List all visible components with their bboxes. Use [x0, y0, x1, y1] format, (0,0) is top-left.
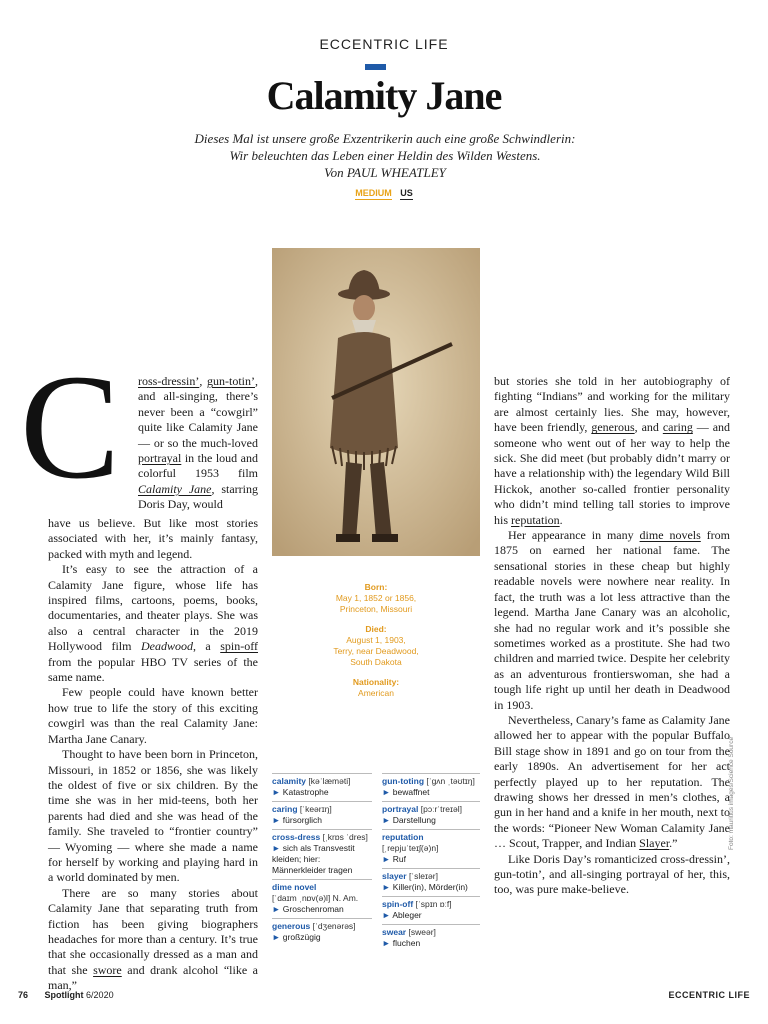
article-dek [140, 130, 630, 181]
photo-credit: Foto: mauritius images/Science Source [728, 736, 735, 850]
glossary-entry [382, 924, 480, 952]
arrow-icon: ► [382, 882, 391, 892]
died-block [318, 624, 434, 668]
level-us-badge: US [400, 188, 413, 198]
portrait-illustration [272, 248, 480, 556]
magazine-name: Spotlight [44, 990, 84, 1000]
glossary-def: Groschenroman [282, 904, 344, 914]
glossary-def: Killer(in), Mörder(in) [392, 882, 468, 892]
glossary-def: Darstellung [392, 815, 436, 825]
glossary-entry [382, 829, 480, 868]
page-number: 76 [18, 990, 29, 1000]
glossary-pron: [ˈdaɪm ˌnɒv(ə)l] N. Am. [272, 893, 359, 903]
glossary-pron: [ˈkeərɪŋ] [299, 804, 332, 814]
glossary-def: Ruf [392, 854, 407, 864]
byline: Von PAUL WHEATLEY [324, 165, 446, 180]
glossary-entry [382, 801, 480, 829]
dek-line-2: Wir beleuchten das Leben einer Heldin des Wilden Westens. [229, 148, 541, 163]
glossary-pron: [ˈspɪn ɒːf] [415, 899, 452, 909]
glossary-def: sich als Transvestit kleiden; hier: Männerkleider tragen [272, 843, 355, 875]
paragraph-6: but stories she told in her autobiography of fighting “Indians” and working for the military are almost certainly lies. She may, however, have been friendly, generous, and caring — and someone who went out of her way to help the sick. She did meet (but probably didn’t marry or have a relationship with) the legendary Wild Bill Hickok, another so-called frontier personality who didn’t mind telling tall stories to improve his reputation. [494, 374, 731, 527]
arrow-icon: ► [272, 904, 281, 914]
column-3-body [494, 374, 730, 898]
paragraph-4: Thought to have been born in Princeton, Missouri, in 1852 or 1856, she was likely the oldest of five or six children. By the time she was in her mid-teens, both her parents had died and she was head of the family. She traveled to “frontier country” — Wyoming — where she made a name for herself by working and playing hard in a world dominated by men. [48, 747, 258, 885]
arrow-icon: ► [382, 787, 391, 797]
intro-lines: ross-dressin’, gun-totin’, and all-singing, there’s never been a “cowgirl” quite like Calamity Jane — or so the much-loved portrayal in the loud and colorful 1953 film Calamity Jane, starring Doris Day, would [138, 374, 258, 512]
article-title: Calamity Jane [266, 73, 502, 118]
died-place: Terry, near Deadwood, [333, 646, 419, 656]
glossary-pron: [ˈsleɪər] [408, 871, 438, 881]
born-block [318, 582, 434, 615]
glossary-pron: [ˌkrɒs ˈdres] [322, 832, 368, 842]
level-medium-badge: MEDIUM [355, 188, 392, 198]
calamity-jane-photo [272, 248, 480, 556]
glossary-term: caring [272, 804, 298, 814]
glossary-def: fürsorglich [282, 815, 323, 825]
glossary-entry [272, 773, 372, 801]
paragraph-8: Nevertheless, Canary’s fame as Calamity Jane allowed her to appear with the popular Buffalo Bill stage show in 1891 and go on tour from the early 1890s. An advertisement for her act perfectly played up to her reputation. The drawing shows her dressed in men’s clothes, a gun in her hand and a knife in her mouth, next to the words: “Pioneer New Woman Calamity Jane … Scout, Trapper, and Indian Slayer.” [494, 712, 730, 851]
section-kicker: ECCENTRIC LIFE [319, 36, 449, 52]
nationality-block [318, 677, 434, 699]
glossary-pron: [kəˈlæməti] [308, 776, 351, 786]
nationality-value: American [358, 688, 394, 698]
column-1-body [48, 516, 258, 994]
arrow-icon: ► [272, 843, 281, 853]
glossary-pron: [ˈdʒenərəs] [312, 921, 356, 931]
glossary-entry [382, 896, 480, 924]
glossary-term: generous [272, 921, 311, 931]
drop-cap: C [20, 344, 121, 510]
arrow-icon: ► [382, 854, 391, 864]
glossary-term: gun-toting [382, 776, 425, 786]
difficulty-level [0, 188, 768, 200]
paragraph-1-cont: have us believe. But like most stories associated with her, it’s mainly fantasy, packed with myth and legend. [48, 516, 258, 561]
glossary-entry [272, 801, 372, 829]
glossary-def: großzügig [282, 932, 321, 942]
glossary-term: swear [382, 927, 407, 937]
glossary-left [272, 773, 372, 946]
paragraph-7: Her appearance in many dime novels from 1875 on earned her national fame. The sensational stories in these cheap but highly readable novels were nowhere near reality. In fact, the truth was a lot less attractive than the legend. Martha Jane Canary was an alcoholic, she had no regular work and it’s possible she sometimes worked as a prostitute. She had two children and married twice. Despite her celebrity as an adventurous frontierswoman, she had a tough life right up until her death in Deadwood in 1903. [494, 528, 731, 712]
arrow-icon: ► [272, 932, 281, 942]
glossary-pron: [sweər] [408, 927, 436, 937]
glossary-def: Ableger [392, 910, 422, 920]
glossary-entry [272, 918, 372, 946]
dek-line-1: Dieses Mal ist unsere große Exzentrikerin auch eine große Schwindlerin: [194, 131, 576, 146]
arrow-icon: ► [272, 787, 281, 797]
born-label: Born: [364, 582, 388, 592]
glossary-pron: [ˈɡʌn ˌtəʊtɪŋ] [426, 776, 475, 786]
arrow-icon: ► [382, 910, 391, 920]
nationality-label: Nationality: [352, 677, 400, 687]
glossary-entry [382, 868, 480, 896]
glossary-term: slayer [382, 871, 407, 881]
arrow-icon: ► [382, 815, 391, 825]
died-state: South Dakota [350, 657, 402, 667]
born-place: Princeton, Missouri [339, 604, 413, 614]
glossary-entry [272, 829, 372, 879]
glossary-pron: [pɔːrˈtreɪəl] [420, 804, 463, 814]
glossary-def: fluchen [392, 938, 421, 948]
paragraph-9: Like Doris Day’s romanticized cross-dressin’, gun-totin’, and all-singing portrayal of her, this, too, was pure make-believe. [494, 851, 730, 897]
born-date: May 1, 1852 or 1856, [335, 593, 417, 603]
glossary-term: portrayal [382, 804, 419, 814]
glossary-def: Katastrophe [282, 787, 329, 797]
glossary-right [382, 773, 480, 952]
glossary-def: bewaffnet [392, 787, 430, 797]
glossary-term: dime novel [272, 882, 317, 892]
arrow-icon: ► [272, 815, 281, 825]
footer-section: ECCENTRIC LIFE [668, 990, 750, 1000]
glossary-pron: [ˌrepjuˈteɪʃ(ə)n] [382, 843, 439, 853]
issue-number: 6/2020 [86, 990, 114, 1000]
glossary-term: spin-off [382, 899, 414, 909]
glossary-entry [272, 879, 372, 918]
glossary-term: calamity [272, 776, 307, 786]
died-date: August 1, 1903, [346, 635, 406, 645]
biography-facts [318, 582, 434, 708]
glossary-term: cross-dress [272, 832, 321, 842]
glossary-term: reputation [382, 832, 424, 842]
arrow-icon: ► [382, 938, 391, 948]
glossary-entry [382, 773, 480, 801]
paragraph-2: It’s easy to see the attraction of a Calamity Jane figure, whose life has inspired films, cartoons, poems, books, documentaries, and theater plays. She was also a central character in the 2019 Hollywood film Deadwood, a spin-off from the popular HBO TV series of the same name. [48, 562, 259, 685]
column-1-intro [138, 374, 258, 513]
accent-bar [365, 64, 386, 70]
died-label: Died: [365, 624, 387, 634]
paragraph-3: Few people could have known better how true to life the story of this exciting cowgirl was than the real Calamity Jane: Martha Jane Canary. [48, 685, 258, 746]
footer-left [18, 990, 114, 1000]
paragraph-5: There are so many stories about Calamity Jane that separating truth from fiction has been giving biographers headaches for more than a century. It’s true that she occasionally dressed as a man and that she swore and drank alcohol “like a man,” [48, 885, 258, 993]
